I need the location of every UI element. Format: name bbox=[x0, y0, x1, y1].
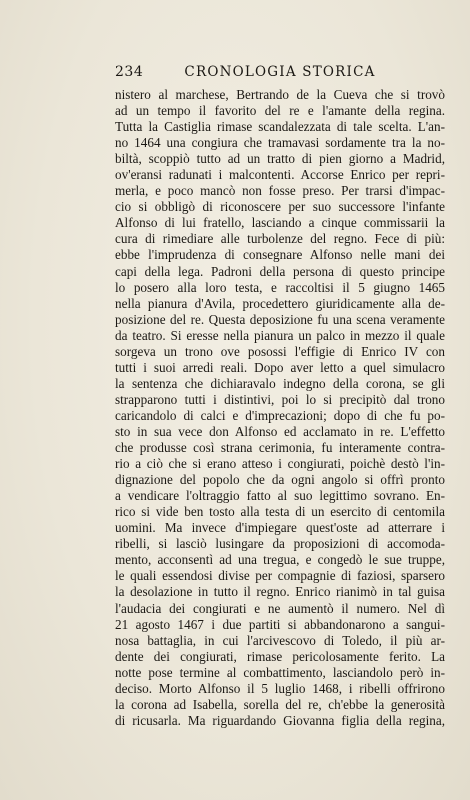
running-title: CRONOLOGIA STORICA bbox=[184, 64, 376, 80]
text-line: la desolazione in tutto il regno. Enrico rianimò in tal guisa bbox=[115, 584, 445, 600]
text-line: no 1464 una congiura che tramavasi sordamente tra la no- bbox=[115, 135, 445, 151]
text-line: rio a ciò che si erano atteso i congiurati, poichè destò l'in- bbox=[115, 456, 445, 472]
text-line: Tutta la Castiglia rimase scandalezzata di tale scelta. L'an- bbox=[115, 119, 445, 135]
text-line: posizione del re. Questa deposizione fu una scena veramente bbox=[115, 311, 445, 327]
text-line: sto in sua vece don Alfonso ed acclamato in re. L'effetto bbox=[115, 423, 445, 439]
text-line: di ricusarla. Ma riguardando Giovanna figlia della regina, bbox=[115, 712, 445, 728]
text-line: cio si obbligò di riconoscere per suo successore l'infante bbox=[115, 199, 445, 215]
text-line: Alfonso di lui fratello, lasciando a cinque commissarii la bbox=[115, 215, 445, 231]
text-line: notte pose termine al combattimento, lasciandolo però in- bbox=[115, 664, 445, 680]
text-line: mento, acconsentì ad una tregua, e congedò le sue truppe, bbox=[115, 552, 445, 568]
text-line: a vendicare l'oltraggio fatto al suo legittimo sovrano. En- bbox=[115, 488, 445, 504]
text-line: ov'eransi radunati i malcontenti. Accorse Enrico per repri- bbox=[115, 167, 445, 183]
text-line: caricandolo di calci e d'imprecazioni; dopo di che fu po- bbox=[115, 407, 445, 423]
text-line: che produsse così strana cerimonia, fu interamente contra- bbox=[115, 440, 445, 456]
body-text bbox=[115, 87, 445, 729]
text-line: nella pianura d'Avila, procedettero giuridicamente alla de- bbox=[115, 295, 445, 311]
text-line: nistero al marchese, Bertrando de la Cueva che si trovò bbox=[115, 87, 445, 102]
text-line: ad un tempo il favorito del re e l'amante della regina. bbox=[115, 103, 445, 119]
text-line: tutti i suoi arredi reali. Dopo aver letto a quel simulacro bbox=[115, 359, 445, 375]
text-line: deciso. Morto Alfonso il 5 luglio 1468, i ribelli offrirono bbox=[115, 680, 445, 696]
text-line: rico si vide ben tosto alla testa di un esercito di centomila bbox=[115, 504, 445, 520]
text-line: strapparono tutti i distintivi, poi lo si precipitò dal trono bbox=[115, 391, 445, 407]
text-line: capi della lega. Padroni della persona di questo principe bbox=[115, 263, 445, 279]
text-line: sorgeva un trono ove posossi l'effigie di Enrico IV con bbox=[115, 343, 445, 359]
text-line: dignazione del popolo che da ogni angolo si offrì pronto bbox=[115, 472, 445, 488]
text-line: merla, e poco mancò non fosse preso. Per trarsi d'impac- bbox=[115, 183, 445, 199]
text-line: cura di rimediare alle turbolenze del regno. Fece di più: bbox=[115, 231, 445, 247]
text-line: ribelli, si lasciò lusingare da proposizioni di accomoda- bbox=[115, 536, 445, 552]
text-line: le quali essendosi divise per compagnie di faziosi, sparsero bbox=[115, 568, 445, 584]
text-line: nosa battaglia, in cui l'arcivescovo di Toledo, il più ar- bbox=[115, 632, 445, 648]
text-line: l'audacia dei congiurati e ne aumentò il numero. Nel dì bbox=[115, 600, 445, 616]
text-line: la corona ad Isabella, sorella del re, ch'ebbe la generosità bbox=[115, 696, 445, 712]
text-line: ebbe l'imprudenza di consegnare Alfonso nelle mani dei bbox=[115, 247, 445, 263]
page-number: 234 bbox=[115, 64, 144, 80]
text-line: dente dei congiurati, rimase pericolosamente ferito. La bbox=[115, 648, 445, 664]
text-line: biltà, scoppiò tutto ad un tratto di pien giorno a Madrid, bbox=[115, 151, 445, 167]
text-line: lo posero alla loro testa, e raccoltisi il 5 giugno 1465 bbox=[115, 279, 445, 295]
text-line: uomini. Ma invece d'impiegare quest'oste ad atterrare i bbox=[115, 520, 445, 536]
text-line: 21 agosto 1467 i due partiti si abbandonarono a sangui- bbox=[115, 616, 445, 632]
text-line: da teatro. Si eresse nella pianura un palco in mezzo il quale bbox=[115, 327, 445, 343]
text-line: la sentenza che dichiaravalo indegno della corona, se gli bbox=[115, 375, 445, 391]
page-header bbox=[115, 64, 445, 84]
